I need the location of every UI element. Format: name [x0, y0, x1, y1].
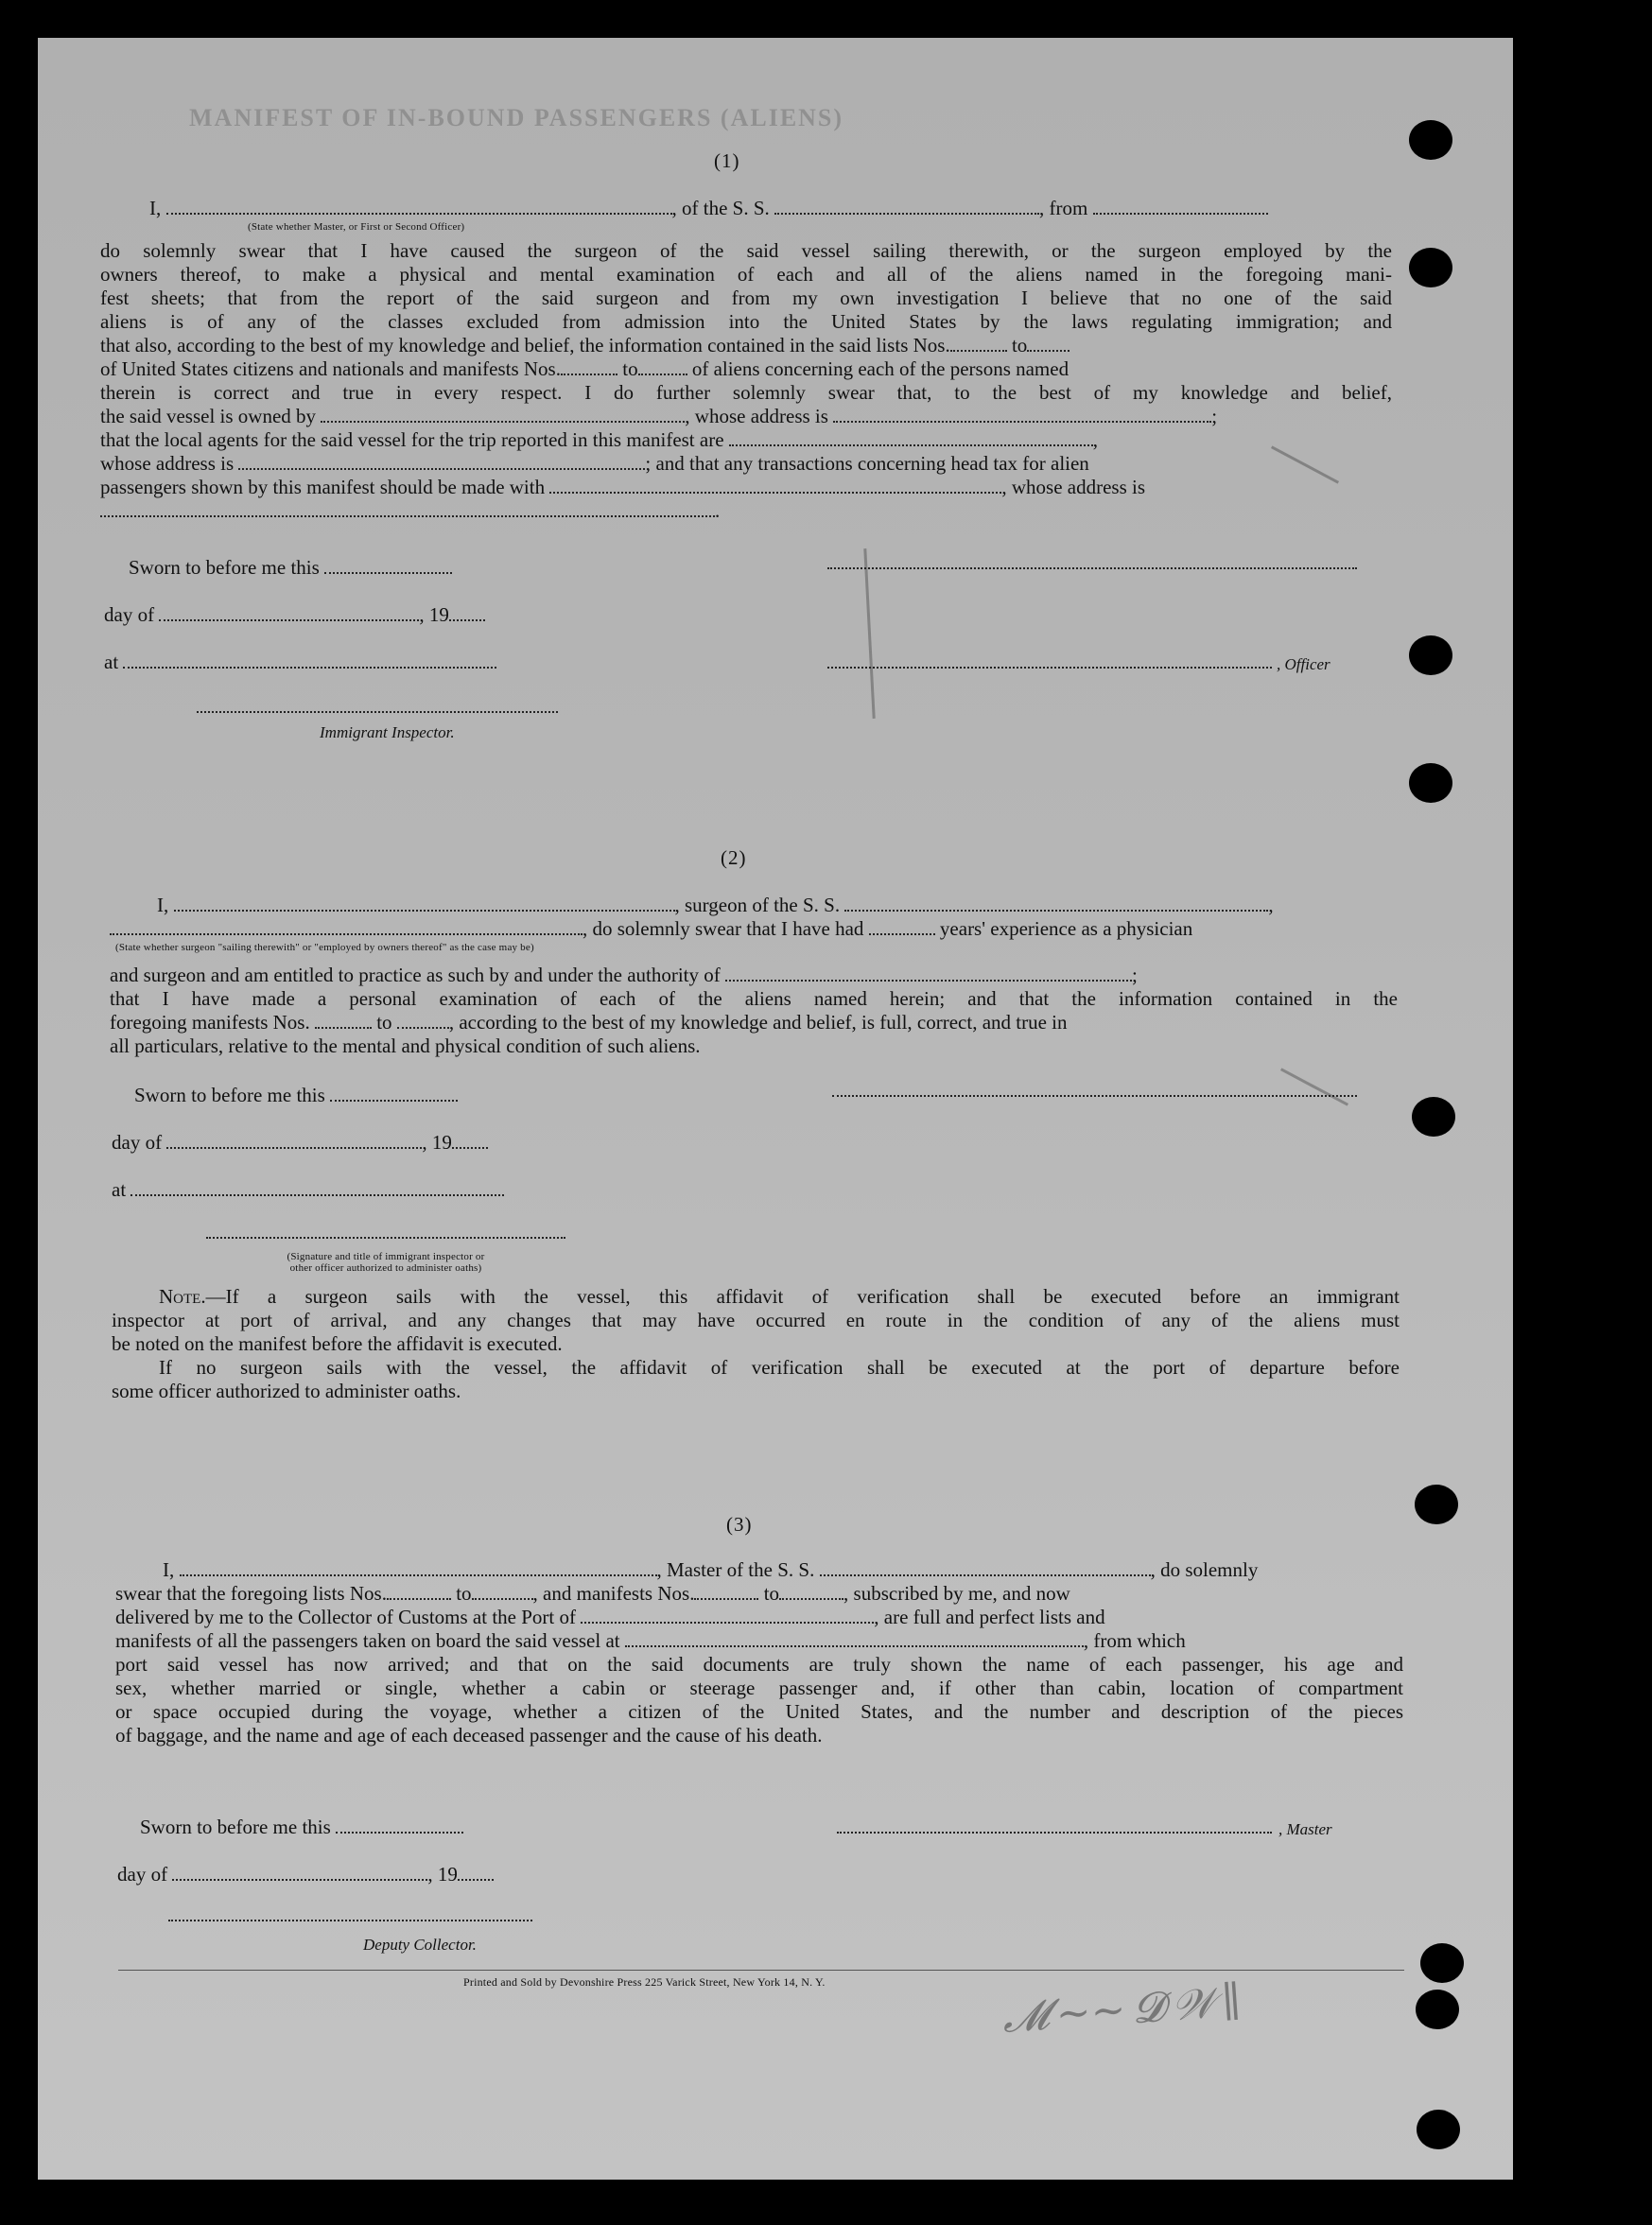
label-to: to — [763, 1582, 780, 1605]
punch-hole — [1409, 635, 1452, 675]
officer-name-field[interactable] — [166, 198, 672, 215]
master-vessel-field[interactable] — [820, 1559, 1151, 1576]
section-2-line-1 — [157, 894, 1274, 917]
years-experience-field[interactable] — [869, 918, 935, 935]
collector-text: delivered by me to the Collector of Customs at the Port of — [115, 1606, 576, 1628]
from-port-field[interactable] — [1093, 198, 1268, 215]
owned-by-line — [100, 405, 1217, 428]
printer-imprint: Printed and Sold by Devonshire Press 225 Varick Street, New York 14, N. Y. — [463, 1975, 826, 1989]
year-text: , 19 — [419, 603, 449, 626]
manifest-page — [38, 38, 1513, 2180]
section-2-number: (2) — [721, 846, 747, 869]
full-correct-text: , according to the best of my knowledge and belief, is full, correct, and true in — [448, 1011, 1068, 1034]
punch-hole — [1409, 763, 1452, 803]
footer-rule — [118, 1970, 1404, 1971]
label-to: to — [622, 357, 638, 380]
note2-line-1: If no surgeon sails with the vessel, the affidavit of verification shall be executed at the port of departure before — [159, 1356, 1400, 1379]
manifests-to-field[interactable] — [779, 1583, 843, 1600]
at-text: at — [104, 651, 119, 673]
day-of-line-1 — [104, 603, 485, 627]
body-line: fest sheets; that from the report of the said surgeon and from my own investigation I believe that no one of the said — [100, 287, 1392, 309]
surgeon-caption: (State whether surgeon "sailing therewith" or "employed by owners thereof" as the case may be) — [115, 942, 534, 953]
port-field[interactable] — [581, 1607, 874, 1624]
day-of-text: day of — [104, 603, 155, 626]
section-3-line-2 — [115, 1582, 1070, 1606]
semicolon: ; — [1211, 405, 1218, 427]
surgeon-of-ss-text: , surgeon of the S. S. — [674, 894, 841, 916]
signature-caption-2: other officer authorized to administer oaths) — [289, 1262, 482, 1274]
lists-nos-from-field[interactable] — [950, 335, 1007, 352]
note-line-2: inspector at port of arrival, and any changes that may have occurred en route in the condition of any of the aliens must — [112, 1309, 1400, 1331]
inspector-label: Immigrant Inspector. — [320, 723, 455, 741]
section-2-line-3 — [110, 964, 1138, 987]
semicolon: ; — [1132, 964, 1138, 986]
manifests-nos-text: , and manifests Nos. — [532, 1582, 695, 1605]
local-agents-text: that the local agents for the said vessel for the trip reported in this manifest are — [100, 428, 724, 451]
year-field-2[interactable] — [452, 1132, 488, 1149]
body-line: aliens is of any of the classes excluded from admission into the United States by the laws regulating immigration; and — [100, 310, 1392, 333]
lists-from-field[interactable] — [387, 1583, 451, 1600]
agents-address-line — [100, 452, 1089, 476]
section-3-line-3 — [115, 1606, 1105, 1629]
punch-hole — [1416, 1990, 1459, 2029]
at-place-field-2[interactable] — [130, 1179, 504, 1196]
master-of-ss-text: , Master of the S. S. — [656, 1558, 815, 1581]
pencil-mark — [1271, 445, 1339, 483]
officer-caption: (State whether Master, or First or Second Officer) — [248, 221, 465, 233]
officer-name-line[interactable] — [827, 667, 1272, 669]
whose-address-text: , whose address is — [1001, 476, 1146, 498]
whose-address-text: , whose address is — [685, 405, 828, 427]
taken-on-board-text: manifests of all the passengers taken on board the said vessel at — [115, 1629, 620, 1652]
manifests-nos-text: of United States citizens and nationals and manifests Nos. — [100, 357, 561, 380]
section-3-body — [115, 1653, 1403, 1724]
period: . — [715, 499, 721, 522]
deputy-label: Deputy Collector. — [363, 1936, 477, 1954]
owner-address-field[interactable] — [833, 406, 1211, 423]
label-from: , from — [1039, 197, 1088, 219]
section-1-body — [100, 239, 1392, 334]
surgeon-status-field[interactable] — [110, 918, 583, 935]
full-lists-text: , are full and perfect lists and — [874, 1606, 1105, 1628]
from-which-text: , from which — [1083, 1629, 1186, 1652]
inspector-signature-line-2[interactable] — [206, 1237, 565, 1239]
pencil-mark — [863, 548, 875, 719]
body-line: do solemnly swear that I have caused the surgeon of the said vessel sailing therewith, or the surgeon employed by the — [100, 239, 1392, 262]
body-line: sex, whether married or single, whether a cabin or steerage passenger and, if other than cabin, location of compartment — [115, 1677, 1403, 1699]
section-1-number: (1) — [714, 149, 740, 172]
sworn-day-field[interactable] — [324, 557, 452, 574]
at-line-1 — [104, 651, 496, 674]
passengers-text: passengers shown by this manifest should be made with — [100, 476, 546, 498]
punch-hole — [1415, 1485, 1458, 1524]
label-to: to — [376, 1011, 392, 1034]
comma: , — [1092, 428, 1099, 451]
section-2-line-4: that I have made a personal examination of each of the aliens named herein; and that the information contained in the — [110, 987, 1398, 1010]
therein-line: therein is correct and true in every respect. I do further solemnly swear that, to the best of my knowledge and belief, — [100, 381, 1392, 404]
surgeon-signature-line[interactable] — [832, 1095, 1357, 1097]
day-of-line-2 — [112, 1131, 488, 1155]
section-2-line-2 — [110, 917, 1192, 941]
lists-nos-text: that also, according to the best of my knowledge and belief, the information contained in the said lists Nos. — [100, 334, 950, 356]
handwritten-annotation: 𝓜 ∼∼ 𝓓 𝒲 ∥ — [1000, 1977, 1243, 2042]
officer-signature-line[interactable] — [827, 567, 1357, 569]
label-to: to — [1011, 334, 1028, 356]
punch-hole — [1420, 1943, 1464, 1983]
sworn-line-1 — [129, 556, 452, 580]
body-line: or space occupied during the voyage, whether a citizen of the United States, and the number and description of the pieces — [115, 1700, 1403, 1723]
label-i: I, — [149, 197, 162, 219]
section-3-line-4 — [115, 1629, 1186, 1653]
local-agents-line — [100, 428, 1098, 452]
pencil-mark — [1280, 1068, 1348, 1105]
local-agents-field[interactable] — [729, 429, 1093, 446]
section-1-line-1 — [149, 197, 1393, 220]
master-signature-line[interactable] — [837, 1832, 1272, 1834]
inspector-signature-line[interactable] — [197, 711, 558, 713]
manifests-nos-to-field[interactable] — [638, 358, 687, 375]
sworn-day-field-2[interactable] — [330, 1085, 458, 1102]
label-of-ss: , of the S. S. — [671, 197, 770, 219]
authority-field[interactable] — [725, 965, 1132, 982]
signature-caption-1: (Signature and title of immigrant inspector or — [287, 1251, 485, 1262]
at-place-field[interactable] — [123, 652, 496, 669]
sworn-text: Sworn to before me this — [140, 1816, 331, 1838]
sworn-line-2 — [134, 1084, 458, 1107]
sworn-line-3 — [140, 1816, 463, 1839]
sworn-text: Sworn to before me this — [129, 556, 320, 579]
note-line-1 — [159, 1285, 1400, 1309]
sworn-day-field-3[interactable] — [336, 1817, 463, 1834]
year-text: , 19 — [427, 1863, 458, 1886]
surgeon-manifests-from-field[interactable] — [315, 1012, 372, 1029]
day-of-text: day of — [117, 1863, 168, 1886]
comma: , — [1268, 894, 1274, 916]
manifests-nos-line — [100, 357, 1069, 381]
owner-field[interactable] — [321, 406, 685, 423]
manifests-from-field[interactable] — [694, 1583, 758, 1600]
note-line-3: be noted on the manifest before the affidavit is executed. — [112, 1332, 563, 1355]
departure-port-field[interactable] — [625, 1630, 1084, 1647]
at-text: at — [112, 1178, 127, 1201]
ghost-header: MANIFEST OF IN-BOUND PASSENGERS (ALIENS) — [189, 104, 844, 131]
head-tax-text: ; and that any transactions concerning head tax for alien — [645, 452, 1089, 475]
head-tax-address-field[interactable] — [100, 500, 715, 517]
head-tax-party-field[interactable] — [549, 477, 1001, 494]
subscribed-text: , subscribed by me, and now — [843, 1582, 1070, 1605]
do-solemnly-text: , do solemnly — [1150, 1558, 1259, 1581]
owned-by-text: the said vessel is owned by — [100, 405, 317, 427]
lists-nos-line — [100, 334, 1069, 357]
body-line: port said vessel has now arrived; and that on the said documents are truly shown the name of each passenger, his age and — [115, 1653, 1403, 1676]
section-2-line-5 — [110, 1011, 1068, 1034]
section-3-line-1 — [163, 1558, 1258, 1582]
master-label: , Master — [1278, 1820, 1332, 1838]
note-label: Note. — [159, 1285, 206, 1308]
head-tax-line — [100, 476, 1145, 499]
whose-address-text: whose address is — [100, 452, 235, 475]
section-2-line-6: all particulars, relative to the mental and physical condition of such aliens. — [110, 1034, 701, 1057]
manifests-nos-text: foregoing manifests Nos. — [110, 1011, 310, 1034]
vessel-name-field[interactable] — [774, 198, 1039, 215]
agents-address-field[interactable] — [238, 453, 645, 470]
label-i: I, — [163, 1558, 175, 1581]
day-of-line-3 — [117, 1863, 494, 1886]
sworn-text: Sworn to before me this — [134, 1084, 325, 1106]
section-3-last-line: of baggage, and the name and age of each deceased passenger and the cause of his death. — [115, 1724, 823, 1747]
authority-text: and surgeon and am entitled to practice as such by and under the authority of — [110, 964, 721, 986]
officer-label: , Officer — [1277, 655, 1330, 673]
lists-nos-text: swear that the foregoing lists Nos. — [115, 1582, 387, 1605]
punch-hole — [1409, 248, 1452, 287]
note2-line-2: some officer authorized to administer oaths. — [112, 1380, 461, 1402]
year-field[interactable] — [449, 604, 485, 621]
master-name-field[interactable] — [180, 1559, 657, 1576]
year-text: , 19 — [422, 1131, 452, 1154]
punch-hole — [1417, 2110, 1460, 2149]
punch-hole — [1409, 120, 1452, 160]
physician-text: years' experience as a physician — [939, 917, 1193, 940]
punch-hole — [1412, 1097, 1455, 1137]
at-line-2 — [112, 1178, 504, 1202]
surgeon-name-field[interactable] — [174, 895, 675, 912]
day-of-month-field-3[interactable] — [172, 1864, 427, 1881]
note-text: —If a surgeon sails with the vessel, this affidavit of verification shall be executed before an immigrant — [205, 1285, 1400, 1308]
head-tax-address-line — [100, 499, 720, 523]
lists-to-field[interactable] — [472, 1583, 533, 1600]
surgeon-vessel-field[interactable] — [844, 895, 1268, 912]
swear-text: , do solemnly swear that I have had — [583, 917, 864, 940]
surgeon-manifests-to-field[interactable] — [397, 1012, 449, 1029]
manifests-nos-from-field[interactable] — [561, 358, 617, 375]
day-of-text: day of — [112, 1131, 163, 1154]
day-of-month-field[interactable] — [159, 604, 419, 621]
lists-nos-to-field[interactable] — [1027, 335, 1069, 352]
day-of-month-field-2[interactable] — [166, 1132, 422, 1149]
body-line: owners thereof, to make a physical and mental examination of each and all of the aliens named in the foregoing mani- — [100, 263, 1392, 286]
label-i: I, — [157, 894, 169, 916]
label-to: to — [456, 1582, 472, 1605]
deputy-signature-line[interactable] — [168, 1920, 532, 1921]
section-3-number: (3) — [726, 1513, 753, 1536]
aliens-text: of aliens concerning each of the persons named — [691, 357, 1069, 380]
year-field-3[interactable] — [458, 1864, 494, 1881]
